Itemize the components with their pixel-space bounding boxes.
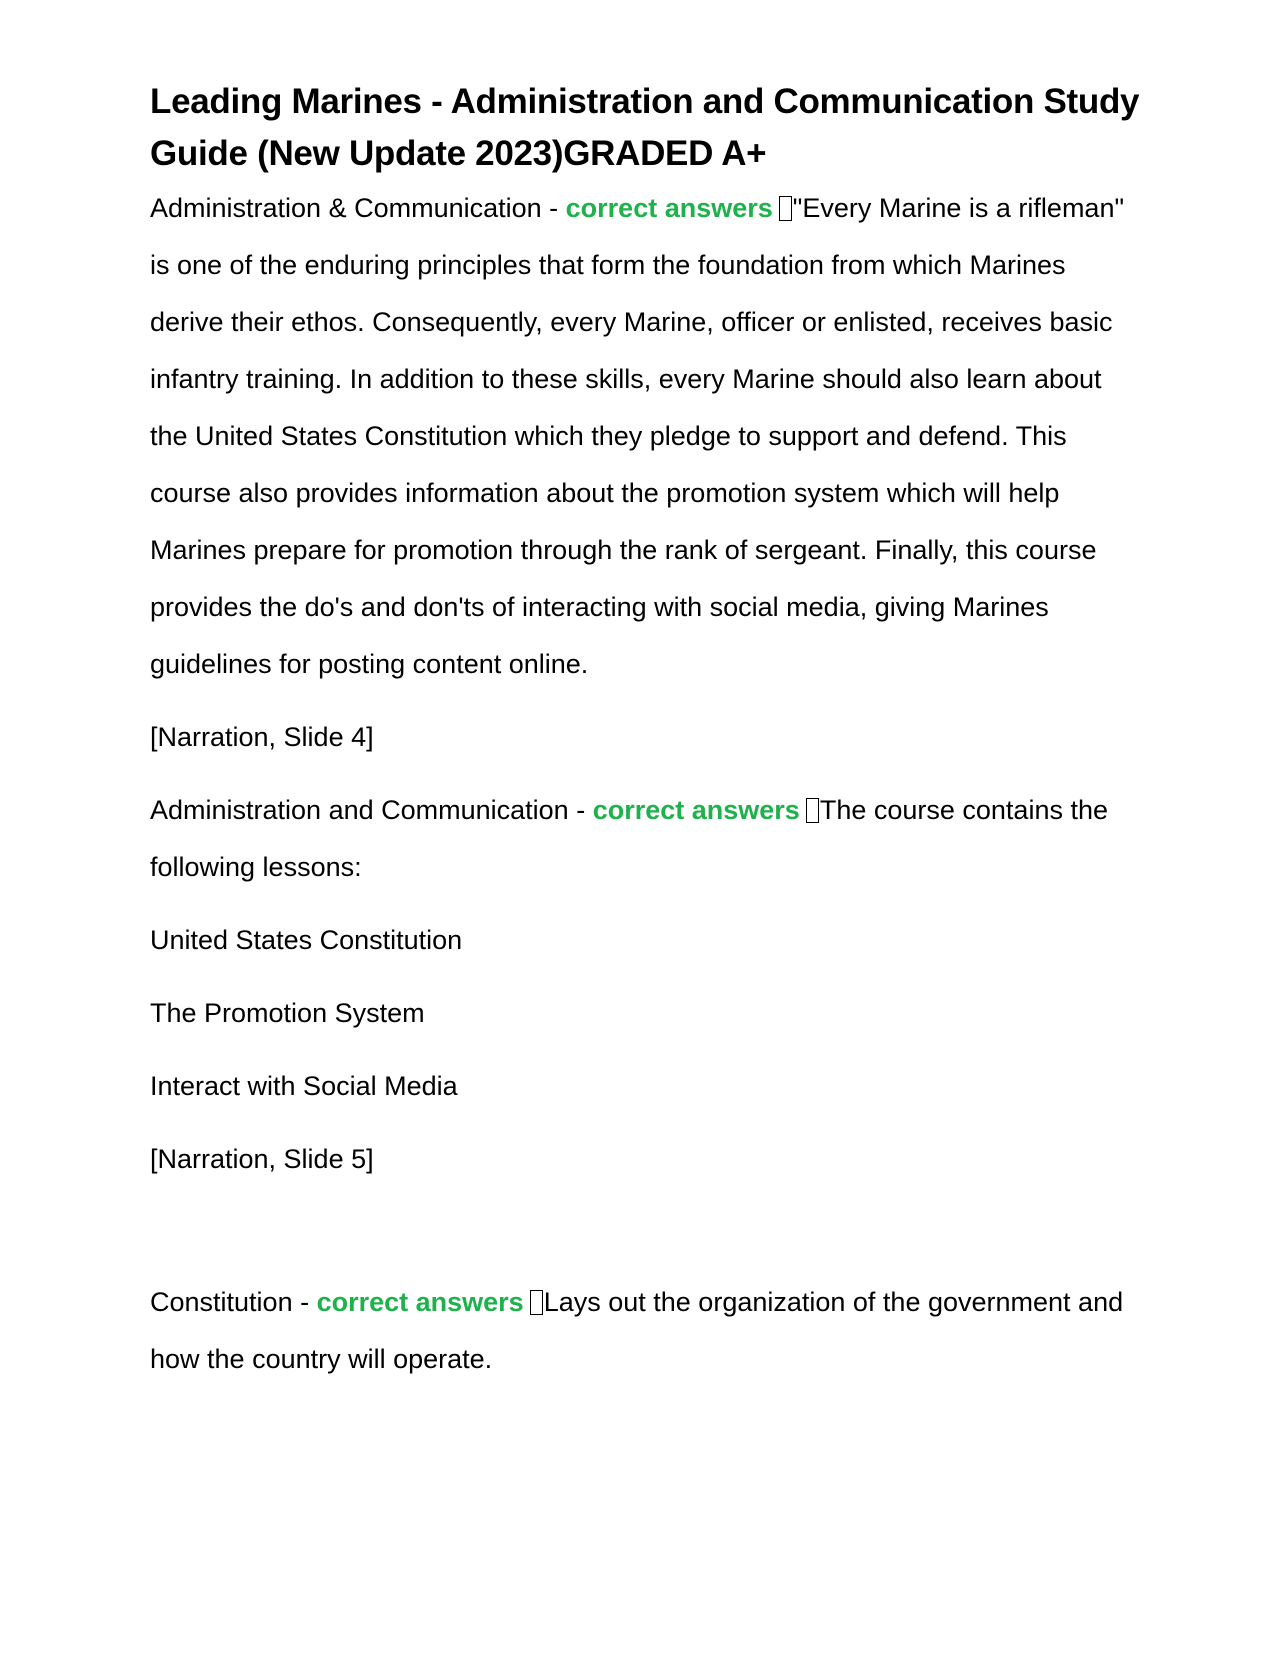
qa-block-admin-and-communication xyxy=(150,782,1140,896)
lesson-item: United States Constitution xyxy=(150,925,463,955)
answer-text: Lays out the organization of the government and how the country will operate. xyxy=(150,1287,1124,1374)
document-page xyxy=(150,76,1140,1388)
narration-slide-5: [Narration, Slide 5] xyxy=(150,1144,374,1174)
box-glyph-icon xyxy=(779,196,792,221)
answer-text: "Every Marine is a rifleman" is one of the enduring principles that form the foundation from which Marines derive their ethos. Consequently, every Marine, officer or enlisted, receives basic infantry training. In addition to these skills, every Marine should also learn about the United States Constitution which they pledge to support and defend. This course also provides information about the promotion system which will help Marines prepare for promotion through the rank of sergeant. Finally, this course provides the do's and don'ts of interacting with social media, giving Marines guidelines for posting content online. xyxy=(150,193,1125,679)
term-text: Administration & Communication - xyxy=(150,193,566,223)
term-text: Administration and Communication - xyxy=(150,795,593,825)
qa-block-constitution xyxy=(150,1274,1140,1388)
box-glyph-icon xyxy=(530,1290,543,1315)
lesson-item: The Promotion System xyxy=(150,998,425,1028)
qa-block-admin-communication xyxy=(150,180,1140,693)
answer-key-label: correct answers xyxy=(316,1287,524,1317)
box-glyph-icon xyxy=(806,798,819,823)
document-title: Leading Marines - Administration and Communication Study Guide (New Update 2023)GRADED A+ xyxy=(150,82,1140,173)
answer-key-label: correct answers xyxy=(592,795,800,825)
answer-text: The course contains the following lessons: xyxy=(150,795,1108,882)
lesson-item: Interact with Social Media xyxy=(150,1071,458,1101)
narration-slide-4: [Narration, Slide 4] xyxy=(150,722,374,752)
term-text: Constitution - xyxy=(150,1287,317,1317)
answer-key-label: correct answers xyxy=(565,193,773,223)
